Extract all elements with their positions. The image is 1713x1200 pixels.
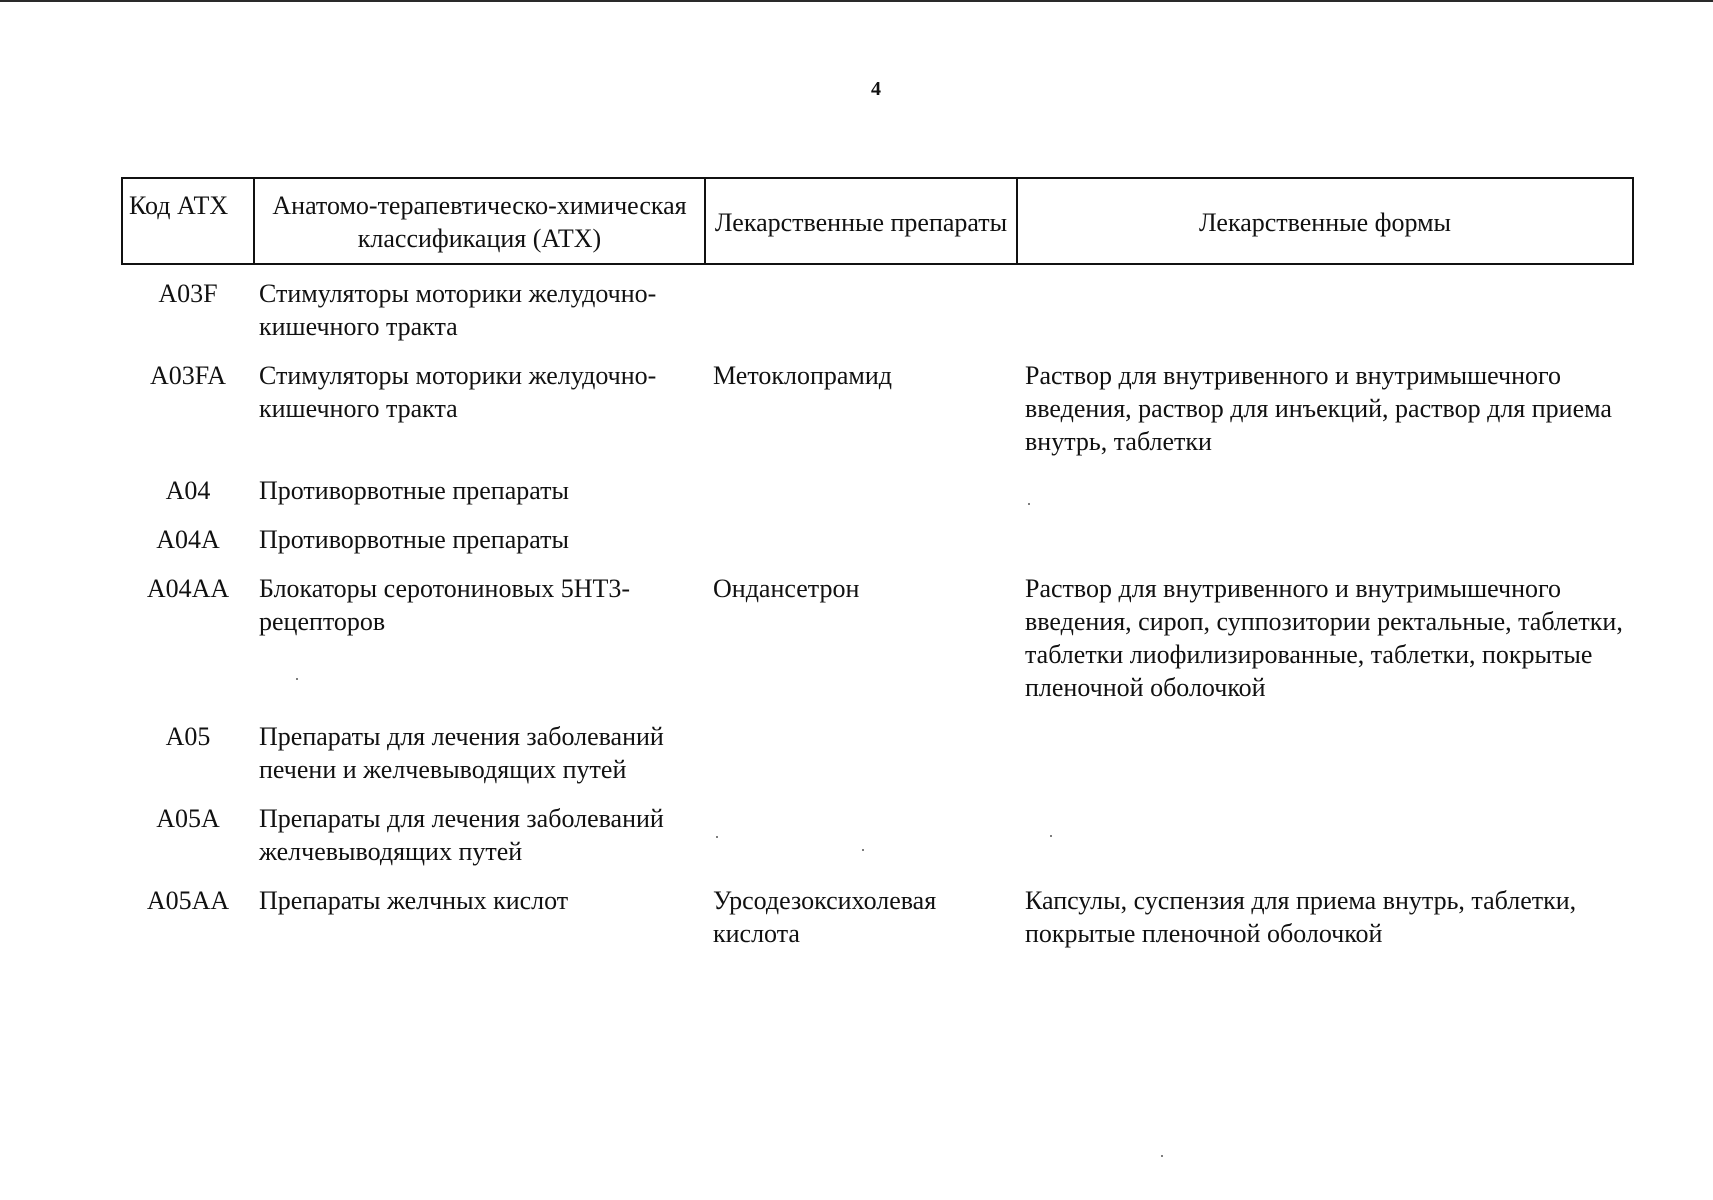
table-row bbox=[122, 802, 1633, 884]
atc-code: A04AA bbox=[146, 574, 230, 603]
atc-name: Препараты для лечения заболеваний печени и желчевыводящих путей bbox=[259, 722, 664, 784]
atc-code: A05 bbox=[165, 722, 211, 751]
dosage-forms: Раствор для внутривенного и внутримышечного введения, сироп, суппозитории ректальные, таблетки, таблетки лиофилизированные, таблетки, покрытые пленочной оболочкой bbox=[1025, 574, 1623, 702]
header-row bbox=[122, 178, 1633, 264]
page-number: 4 bbox=[871, 78, 881, 100]
atc-code: A04 bbox=[165, 476, 211, 505]
dosage-forms bbox=[1017, 802, 1633, 884]
scan-speck bbox=[716, 836, 718, 838]
table-row bbox=[122, 474, 1633, 523]
table-row bbox=[122, 264, 1633, 359]
table-row bbox=[122, 720, 1633, 802]
table-row bbox=[122, 523, 1633, 572]
drug-name: Ондансетрон bbox=[713, 574, 860, 603]
atc-name: Противорвотные препараты bbox=[259, 476, 569, 505]
drug-name: Метоклопрамид bbox=[713, 361, 892, 390]
table-row bbox=[122, 884, 1633, 966]
atc-code: A05AA bbox=[146, 886, 230, 915]
dosage-forms: Раствор для внутривенного и внутримышечного введения, раствор для инъекций, раствор для приема внутрь, таблетки bbox=[1025, 361, 1612, 456]
dosage-forms bbox=[1017, 264, 1633, 359]
header-forms: Лекарственные формы bbox=[1017, 178, 1633, 264]
atc-code: A05A bbox=[156, 804, 220, 833]
atc-name: Блокаторы серотониновых 5HT3-рецепторов bbox=[259, 574, 631, 636]
drug-name: Урсодезоксихолевая кислота bbox=[713, 886, 937, 948]
table-body bbox=[122, 264, 1633, 966]
drug-name bbox=[705, 720, 1017, 802]
atc-code: A03F bbox=[158, 279, 218, 308]
header-classification: Анатомо-терапевтическо-химическая классификация (АТХ) bbox=[254, 178, 705, 264]
scan-edge bbox=[0, 0, 1713, 2]
table-row bbox=[122, 359, 1633, 474]
atc-name: Препараты желчных кислот bbox=[259, 886, 569, 915]
table-header bbox=[122, 178, 1633, 264]
atc-name: Стимуляторы моторики желудочно-кишечного тракта bbox=[259, 279, 657, 341]
scan-speck bbox=[1161, 1155, 1163, 1157]
dosage-forms: Капсулы, суспензия для приема внутрь, таблетки, покрытые пленочной оболочкой bbox=[1025, 886, 1577, 948]
drug-name bbox=[705, 802, 1017, 884]
atc-name: Стимуляторы моторики желудочно-кишечного тракта bbox=[259, 361, 657, 423]
drug-name bbox=[705, 474, 1017, 523]
header-drugs: Лекарственные препараты bbox=[705, 178, 1017, 264]
scan-speck bbox=[1028, 503, 1030, 505]
dosage-forms bbox=[1017, 474, 1633, 523]
atc-name: Противорвотные препараты bbox=[259, 525, 569, 554]
dosage-forms bbox=[1017, 720, 1633, 802]
table-row bbox=[122, 572, 1633, 720]
dosage-forms bbox=[1017, 523, 1633, 572]
drug-name bbox=[705, 264, 1017, 359]
atc-table bbox=[121, 177, 1634, 966]
header-code: Код АТХ bbox=[122, 178, 254, 264]
atc-code: A04A bbox=[156, 525, 220, 554]
scan-speck bbox=[862, 849, 864, 851]
scan-speck bbox=[296, 678, 298, 680]
drug-name bbox=[705, 523, 1017, 572]
scan-speck bbox=[1050, 835, 1052, 837]
atc-code: A03FA bbox=[149, 361, 227, 390]
atc-name: Препараты для лечения заболеваний желчевыводящих путей bbox=[259, 804, 664, 866]
